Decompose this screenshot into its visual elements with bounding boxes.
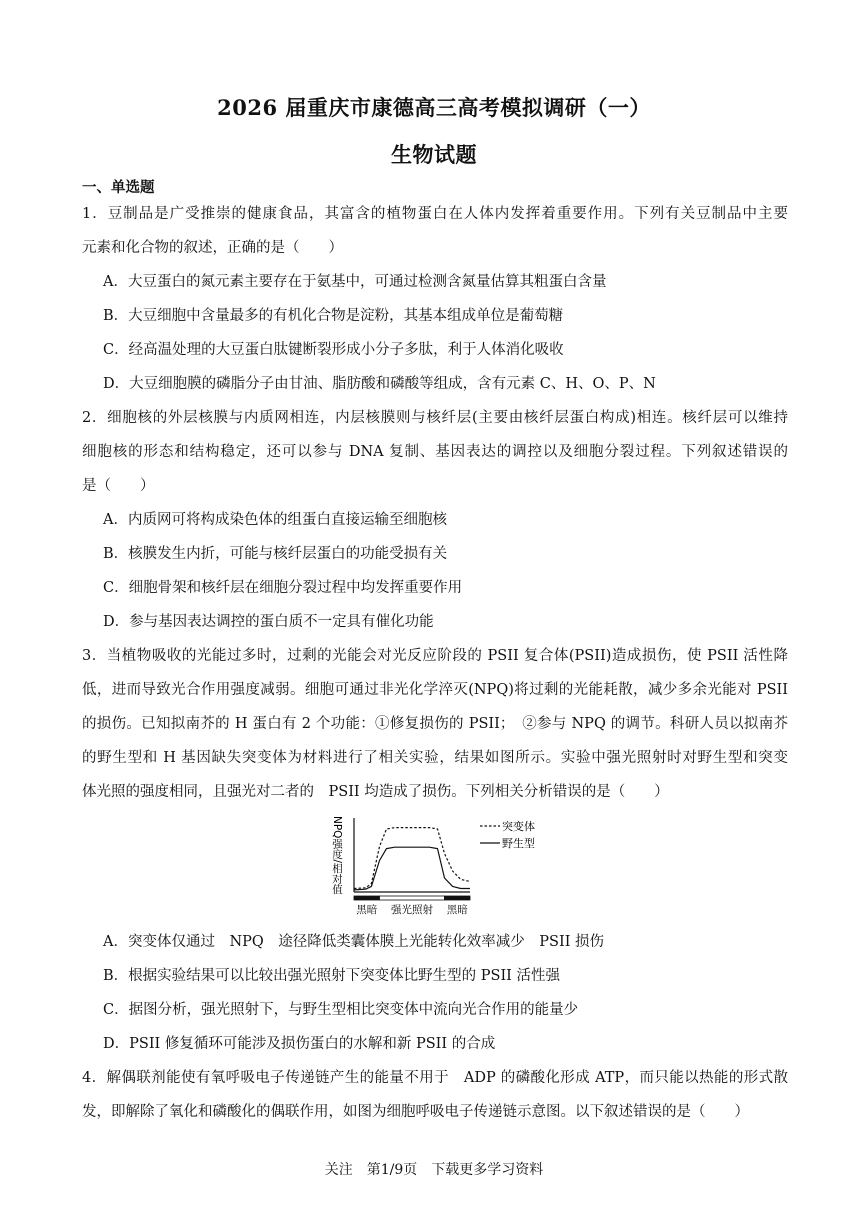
question-3-option-c: C．据图分析，强光照射下，与野生型相比突变体中流向光合作用的能量少: [103, 1002, 579, 1018]
time-segment-label-2: 强光照射: [391, 904, 433, 916]
question-1-stem-line-2: 元素和化合物的叙述，正确的是（ ）: [82, 240, 343, 256]
question-1-option-b: B．大豆细胞中含量最多的有机化合物是淀粉，其基本组成单位是葡萄糖: [103, 308, 564, 324]
question-3-stem-line-2: 低，进而导致光合作用强度减弱。细胞可通过非光化学淬灭(NPQ)将过剩的光能耗散，减少多余光能对 PSII: [82, 682, 788, 698]
question-2-stem-line-2: 细胞核的形态和结构稳定，还可以参与 DNA 复制、基因表达的调控以及细胞分裂过程。下列叙述错误的: [82, 444, 788, 460]
series-line-1: [354, 828, 470, 889]
question-4-stem-line-2: 发，即解除了氧化和磷酸化的偶联作用，如图为细胞呼吸电子传递链示意图。以下叙述错误的是（ ）: [82, 1104, 749, 1120]
question-2-stem-line-1: 2．细胞核的外层核膜与内质网相连，内层核膜则与核纤层(主要由核纤层蛋白构成)相连。核纤层可以维持: [82, 410, 788, 426]
npq-line-chart: [324, 812, 554, 924]
legend-label-2: 野生型: [502, 837, 535, 850]
question-1-option-c: C．经高温处理的大豆蛋白肽键断裂形成小分子多肽，利于人体消化吸收: [103, 342, 564, 358]
paper-subtitle: 生物试题: [391, 142, 477, 167]
time-segment-label-1: 黑暗: [356, 904, 378, 916]
question-1-stem-line-1: 1．豆制品是广受推崇的健康食品，其富含的植物蛋白在人体内发挥着重要作用。下列有关豆制品中主要: [82, 206, 788, 222]
paper-title: 2026 届重庆市康德高三高考模拟调研（一）: [217, 95, 651, 120]
legend-label-1: 突变体: [502, 820, 535, 833]
time-bar-segment-1: [354, 896, 380, 900]
section-heading: 一、单选题: [82, 179, 155, 196]
question-3-stem-line-1: 3．当植物吸收的光能过多时，过剩的光能会对光反应阶段的 PSII 复合体(PSII)造成损伤，使 PSII 活性降: [82, 648, 788, 664]
question-2-option-b: B．核膜发生内折，可能与核纤层蛋白的功能受损有关: [103, 546, 448, 562]
question-3-option-d: D．PSII 修复循环可能涉及损伤蛋白的水解和新 PSII 的合成: [103, 1036, 496, 1052]
question-2-option-d: D．参与基因表达调控的蛋白质不一定具有催化功能: [103, 614, 434, 630]
question-3-option-b: B．根据实验结果可以比较出强光照射下突变体比野生型的 PSII 活性强: [103, 968, 561, 984]
question-2-option-c: C．细胞骨架和核纤层在细胞分裂过程中均发挥重要作用: [103, 580, 463, 596]
question-3-stem-line-4: 的野生型和 H 基因缺失突变体为材料进行了相关实验，结果如图所示。实验中强光照射时对野生型和突变: [82, 750, 788, 766]
time-bar-segment-2: [380, 896, 445, 900]
page-footer: 关注 第1/9页 下载更多学习资料: [324, 1162, 544, 1178]
y-axis-label: NPQ强度/相对值: [331, 816, 343, 895]
question-2-option-a: A．内质网可将构成染色体的组蛋白直接运输至细胞核: [103, 512, 447, 528]
question-3-stem-line-5: 体光照的强度相同，且强光对二者的 PSII 均造成了损伤。下列相关分析错误的是（ ）: [82, 784, 669, 800]
question-3-stem-line-3: 的损伤。已知拟南芥的 H 蛋白有 2 个功能：①修复损伤的 PSII； ②参与 NPQ 的调节。科研人员以拟南芥: [82, 716, 788, 732]
question-4-stem-line-1: 4．解偶联剂能使有氧呼吸电子传递链产生的能量不用于 ADP 的磷酸化形成 ATP，而只能以热能的形式散: [82, 1070, 788, 1086]
question-2-stem-line-3: 是（ ）: [82, 478, 155, 494]
time-bar-segment-3: [444, 896, 470, 900]
time-segment-label-3: 黑暗: [446, 904, 468, 916]
question-1-option-a: A．大豆蛋白的氮元素主要存在于氨基中，可通过检测含氮量估算其粗蛋白含量: [103, 274, 607, 290]
question-3-option-a: A．突变体仅通过 NPQ 途径降低类囊体膜上光能转化效率减少 PSII 损伤: [103, 934, 605, 950]
question-1-option-d: D．大豆细胞膜的磷脂分子由甘油、脂肪酸和磷酸等组成，含有元素 C、H、O、P、N: [103, 376, 656, 392]
